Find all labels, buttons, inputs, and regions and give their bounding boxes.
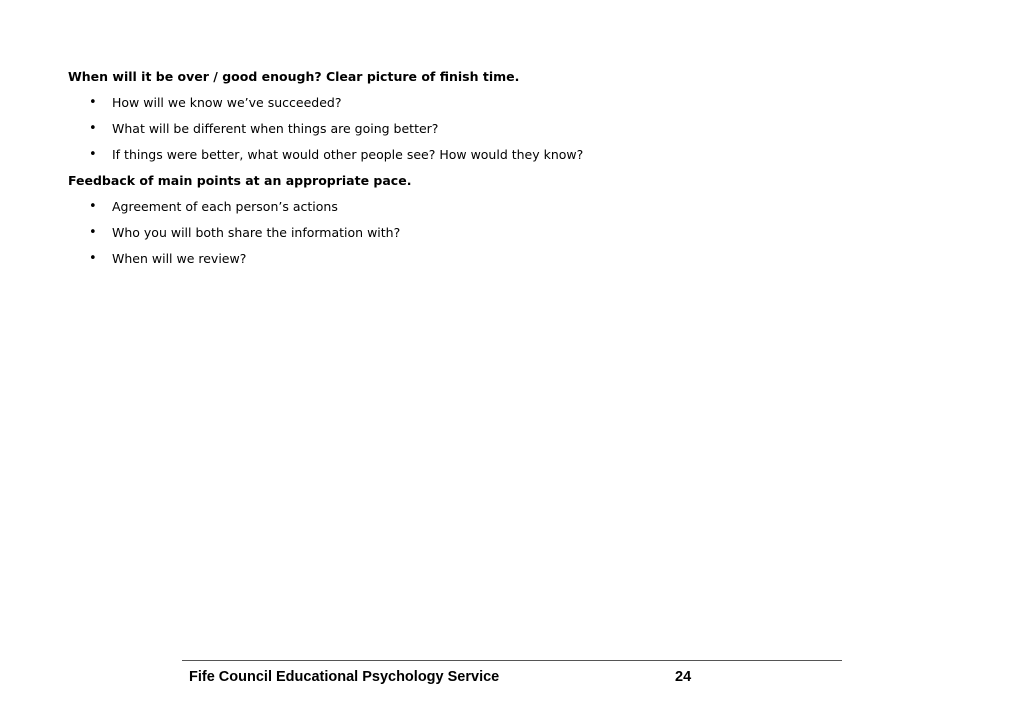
page-number: 24 [675,669,692,685]
section-heading-finish-time: When will it be over / good enough? Clear picture of finish time. [68,69,520,84]
list-item-text: How will we know we’ve succeeded? [112,95,342,110]
page-footer [182,660,842,685]
list-item [68,250,868,276]
list-item-text: Agreement of each person’s actions [112,199,338,214]
bullet-icon: • [89,199,97,214]
list-item-text: If things were better, what would other people see? How would they know? [112,147,584,162]
bullet-icon: • [89,225,97,240]
list-item [68,146,868,172]
bullet-icon: • [89,251,97,266]
list-item [68,224,868,250]
list-item [68,120,868,146]
list-item-text: Who you will both share the information with? [112,225,401,240]
list-item [68,94,868,120]
list-item [68,198,868,224]
bullet-icon: • [89,147,97,162]
section-heading-feedback: Feedback of main points at an appropriate pace. [68,173,412,188]
list-item-text: What will be different when things are going better? [112,121,439,136]
list-item-text: When will we review? [112,251,247,266]
bullet-list-finish-time [68,94,868,172]
bullet-list-feedback [68,198,868,276]
footer-title: Fife Council Educational Psychology Service [189,669,500,685]
document-content [68,68,868,276]
bullet-icon: • [89,95,97,110]
bullet-icon: • [89,121,97,136]
